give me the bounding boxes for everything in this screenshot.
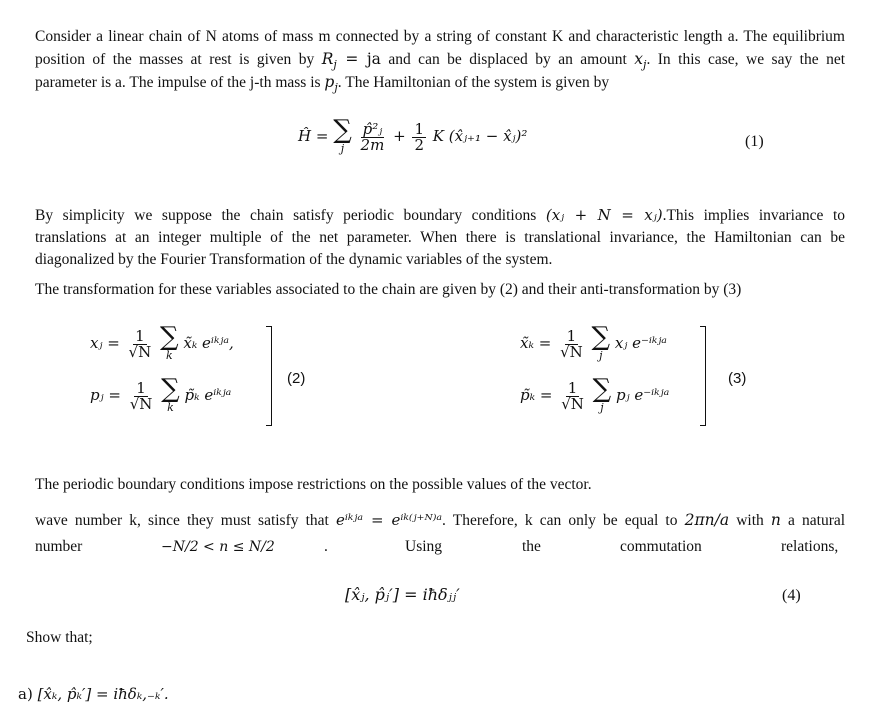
boundary-line-1-a: By simplicity we suppose the chain satisfy periodic boundary conditions [35, 207, 537, 224]
equation-3-brace [700, 326, 706, 426]
show-that-label: Show that; [26, 629, 93, 646]
equation-2-number: (2) [287, 370, 306, 387]
n-range-math: −N/2 < n ≤ N/2 [161, 539, 275, 555]
eq2-x-rhs: x̃ₖ eⁱᵏʲᵃ, [183, 334, 234, 352]
transformation-text: The transformation for these variables associated to the chain are given by (2) and their anti-transformation by (3) [35, 281, 742, 298]
boundary-line-2: translations at an integer multiple of the net parameter. When there is translational invariance, the Hamiltonian can be [35, 229, 845, 246]
eq1-half-fraction: $\frac{1}{2}$ [414, 119, 425, 154]
eq3-p-sum: ∑ j [592, 374, 612, 414]
eq1-potential: K (x̂ⱼ₊₁ − x̂ⱼ)² [432, 127, 528, 145]
intro-line-3-a: parameter is a. The impulse of the j-th mass is [35, 74, 321, 91]
using-word: Using [405, 538, 443, 555]
intro-line-1: Consider a linear chain of N atoms of mass m connected by a string of constant K and characteristic length a. The equilibrium [35, 28, 845, 45]
wavenumber-line-2 [35, 509, 845, 532]
equation-2-p-line [90, 374, 232, 415]
eq3-p-lhs: p̃ₖ = [520, 386, 553, 404]
wavenumber-line-1: The periodic boundary conditions impose restrictions on the possible values of the vector. [35, 476, 592, 493]
wavenumber-line-2-d: a natural [788, 512, 846, 529]
wavenumber-line-2-b: . Therefore, k can only be equal to [442, 512, 678, 529]
equation-2-x-line [90, 322, 234, 363]
eq2-p-lhs: pⱼ = [90, 386, 121, 404]
eq2-p-fraction: $\frac{1}{√N}$ [129, 378, 153, 413]
equation-3-x-line [520, 322, 667, 363]
relations-word: relations, [781, 538, 839, 555]
n-range-dot: . [324, 538, 328, 555]
item-a-math: [x̂ₖ, p̂ₖ′] = iħδₖ,₋ₖ′. [37, 685, 169, 703]
boundary-line-3: diagonalized by the Fourier Transformation of the dynamic variables of the system. [35, 251, 553, 268]
wavenumber-line-2-c: with [736, 512, 764, 529]
equation-4-number: (4) [782, 587, 801, 604]
eq1-sum: ∑ j [333, 115, 352, 155]
boundary-paragraph [35, 204, 845, 271]
eq3-p-fraction: $\frac{1}{√N}$ [561, 378, 584, 413]
number-word: number [35, 538, 83, 555]
eq2-p-sum: ∑ k [161, 374, 180, 414]
k-value-math: 2πn/a [684, 511, 730, 529]
equation-1 [298, 115, 528, 156]
eq2-x-fraction: $\frac{1}{√N}$ [128, 326, 152, 361]
eq2-x-lhs: xⱼ = [90, 334, 120, 352]
intro-line-3-b: . The Hamiltonian of the system is given by [337, 74, 610, 91]
eq3-x-fraction: $\frac{1}{√N}$ [560, 326, 583, 361]
intro-line-2 [35, 48, 845, 71]
n-symbol: n [770, 511, 781, 529]
item-a-label: a) [18, 685, 33, 703]
wavenumber-paragraph [35, 474, 845, 496]
eq3-x-lhs: x̃ₖ = [520, 334, 552, 352]
intro-line-2-b: and can be displaced by an amount [388, 51, 627, 68]
wavenumber-paragraph-2 [35, 509, 845, 532]
wavenumber-line-3 [35, 536, 845, 560]
intro-line-3 [35, 71, 845, 94]
equation-3-number: (3) [728, 370, 747, 387]
boundary-line-1-b: .This implies invariance to [662, 207, 846, 224]
wavenumber-line-2-a: wave number k, since they must satisfy that [35, 512, 329, 529]
periodicity-math: eⁱᵏʲᵃ = eⁱᵏ⁽ʲ⁺ᴺ⁾ᵃ [335, 511, 443, 529]
eq3-p-rhs: pⱼ e⁻ⁱᵏʲᵃ [616, 386, 670, 404]
intro-line-2-c: . In this case, we say the net [646, 51, 846, 68]
intro-paragraph [35, 26, 845, 94]
equation-2-brace [266, 326, 272, 426]
item-a [18, 683, 169, 705]
eq2-x-sum: ∑ k [160, 322, 179, 362]
transformation-paragraph [35, 279, 845, 301]
equation-4: [x̂ⱼ, p̂ⱼ′] = iħδⱼⱼ′ [345, 585, 460, 604]
eq1-plus: + [393, 127, 406, 145]
eq3-x-rhs: xⱼ e⁻ⁱᵏʲᵃ [614, 334, 667, 352]
the-word: the [522, 538, 541, 555]
eq3-x-sum: ∑ j [591, 322, 611, 362]
commutation-word: commutation [620, 538, 702, 555]
pj-symbol: $p_j$ [324, 73, 338, 95]
boundary-line-1 [35, 204, 845, 227]
equation-3-p-line [520, 374, 670, 415]
eq1-lhs: Ĥ = [298, 127, 329, 145]
intro-line-2-a: position of the masses at rest is given by [35, 51, 315, 68]
rj-symbol: $R_j$ = ja [321, 50, 381, 72]
xj-symbol: $x_j$ [634, 50, 647, 72]
boundary-condition-math: (xⱼ + N = xⱼ) [545, 206, 663, 224]
eq1-kinetic-fraction: $\frac{\text{p̂²ⱼ}}{2m}$ [360, 119, 385, 154]
equation-1-number: (1) [745, 133, 764, 150]
eq2-p-rhs: p̃ₖ eⁱᵏʲᵃ [184, 386, 232, 404]
